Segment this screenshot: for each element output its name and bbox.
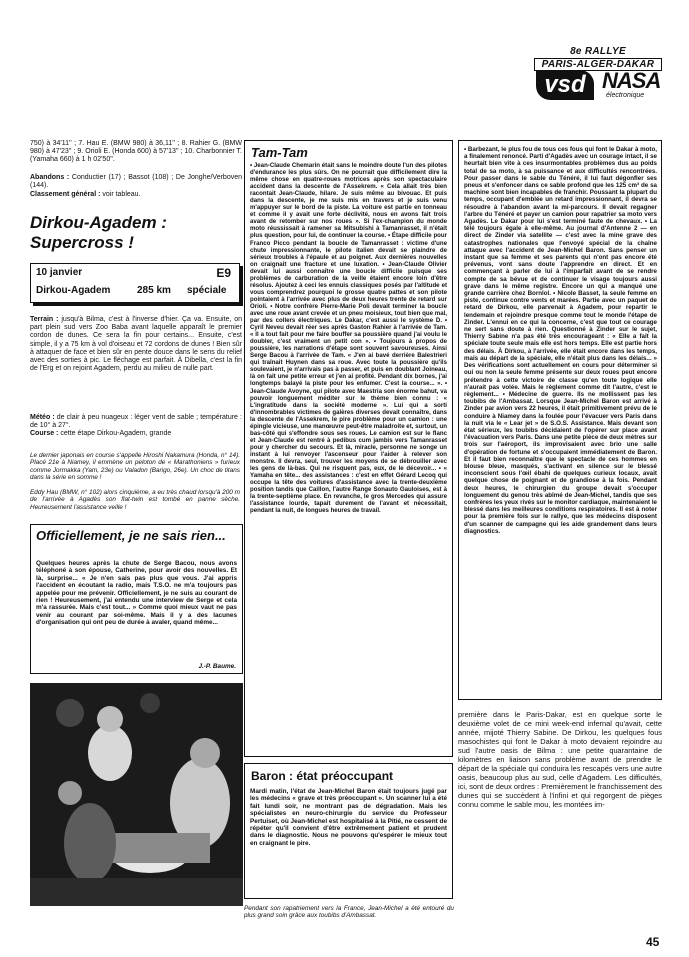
nasa-subtitle: électronique: [606, 92, 645, 99]
stage-route: Dirkou-Agadem: [36, 285, 111, 296]
stage-date: 10 janvier: [36, 267, 83, 278]
baron-text: Mardi matin, l'état de Jean-Michel Baron était toujours jugé par les médecins « grave et très préoccupant ». Un scanner lui a été fait lundi soir, ne montrant pas de dégradation. Mais les spécialistes en neuro-chirurgie du service du Professeur Pertuiset, où Jean-Michel est hospitalisé à la Pitié, ne cessent de répéter qu'il convient d'être extrêmement patient et prudent dans le diagnostic. Nous ne pouvons qu'espérer le mieux tout en craignant le pire.: [250, 788, 447, 847]
baron-box: [244, 763, 453, 899]
nasa-logo: NASA: [602, 68, 661, 93]
rally-edition: 8e RALLYE: [570, 46, 626, 57]
page-number: 45: [646, 935, 660, 949]
terrain-paragraph: Terrain : jusqu'à Bilma, c'est à l'inverse d'hier. Ça va. Ensuite, on part plein sud vers Zoo Baba avant laquelle apparaît le premier cordon de dunes. Ce sera la fin pour certains... Ensuite, c'est simple, il y a 75 km à vol d'oiseau et 72 cordons de dunes ! Bien sûr à attaquer de face et bien sûr en pente douce dans le sens du relief avec des sorties à pic. Le fléchage est parfait. À Dibella, c'est la fin de l'Erg et on rejoint Agadem, perdu au milieu de nulle part.: [30, 316, 243, 373]
officiel-text: Quelques heures après la chute de Serge Bacou, nous avons téléphoné à son épouse, Catherine, pour avoir des nouvelles. Et là, surprise... « Je n'en sais pas plus que vous. J'ai appris l'accident en écoutant la radio, mais T.S.O. ne m'a toujours pas appelée pour me prévenir. Officiellement, je ne suis au courant de rien ! Heureusement, j'ai entendu une interview de Serge et cela m'a rassurée. Mais c'est tout... » Comme quoi mieux vaut ne pas venir au courant par soi-même. Mais il y a des lacunes d'organisation qui ont peu de durée à avaler, quand même...: [36, 560, 237, 627]
tamtam-box: [244, 140, 453, 757]
course-paragraph: Course : cette étape Dirkou-Agadem, grande: [30, 430, 172, 437]
baron-title: Baron : état préoccupant: [251, 769, 394, 783]
column3-box: [458, 140, 662, 700]
officiel-title: Officiellement, je ne sais rien...: [36, 528, 226, 543]
stage-distance: 285 km: [137, 285, 171, 296]
stage-headline: Dirkou-Agadem : Supercross !: [30, 213, 167, 252]
officiel-signature: J.-P. Baume.: [198, 663, 236, 670]
meteo-paragraph: Météo : de clair à peu nuageux : léger vent de sable ; température : de 10° à 27°.: [30, 414, 242, 430]
caption-nakamura: Le dernier japonais en course s'appelle Hiroshi Nakamura (Honda, n° 14). Placé 21e à Niamey, il emmène un peloton de « Marathoniens » furieux comme Jormakka (Yam, 23e) ou Valadon (Barigo, 26e). Un choc de titans dans la série en somme !: [30, 452, 240, 482]
magazine-logo: [534, 46, 662, 104]
classement-line: Classement général : voir tableau.: [30, 191, 141, 198]
stage-continuation-text: première dans le Paris-Dakar, est en quelque sorte le deuxième volet de ce mini week-end infernal qu'avait, cette année, mijoté Thierry Sabine. De Dirkou, les quelques fous masochistes qui font le Dakar à moto devaient rejoindre au sud l'autre oasis de Bilma : une petite quarantaine de kilomètres en liaison sans problème avant de prendre le départ de la spéciale qui conduira les rescapés vers une autre oasis, beaucoup plus au sud, celle d'Agadem. Les difficultés, ici, sont de deux ordres : Premièrement le franchissement des dunes qui se succèdent à l'infini et qui regorgent de pièges connu comme le sable mou, les montées im-: [458, 710, 662, 809]
abandons-line: Abandons : Conductier (17) ; Bassot (108) ; De Jonghe/Verboven (144).: [30, 174, 243, 190]
tamtam-title: Tam-Tam: [251, 145, 308, 160]
stage-code: E9: [216, 266, 231, 280]
stage-box: [30, 263, 240, 303]
column3-text: • Barbezant, le plus fou de tous ces fous qui font le Dakar à moto, a finalement renoncé. Parti d'Agadès avec un courage intact, il se heurtait bien vite à ces insurmontables problèmes dus au poids total de sa moto, à sa puissance et aux difficultés rencontrées. Pour passer dans le sable du Ténéré, il lui faut dégonfler ses pneus et s'enfoncer dans ce sable profond que les 125 cm³ de sa machine sont bien incapables de franchir. Poussant la plupart du temps, occupant d'emblée un retard impressionnant, il devra se résoudre à l'abandon avant la mi-parcours. Il devait regagner l'arbre du Ténéré et payer un camion pour rapatrier sa moto vers Agadès. Le Dakar pour lui s'est terminé faute de chevaux. • La télé toujours égale à elle-même. Au journal d'Antenne 2 — en direct de Zinder via satellite — c'est avec la mine grave des catastrophes nationales que l'envoyé spécial de la chaîne attaque avec l'accident de Jean-Michel Baron. Sans penser un instant que sa femme et ses parents qui n'ont pas encore été prévenus, vont sans doute l'apprendre en direct. Et en commençant à parler de lui à l'imparfait avant de se rendre compte de sa bévue et de continuer le visage toujours aussi grave dans le même registre. Encore un qui a manqué une grande carrière chez Bornlol. • Nicole Basset, la seule femme en piste, continue contre vents et marées. Partie avec un paquet de retard de Dirkou, elle parvenait à Agadem, pour repartir le lendemain et rejoindre presque comme tout le monde l'étape de Zinder. L'ennui en ce qui la concerne, c'est que tout ce courage ne sert sans doute à rien. Questionné à Zinder sur le sujet, Thierry Sabine n'a pas été très encourageant : « Elle a fait la spéciale toute seule mais elle est hors temps. Elle est partie hors des délais. À Dirkou, à l'arrivée, elle était encore dans les temps, mais au départ de la spéciale, elle n'était plus dans les délais... » Des vérifications sont actuellement en cours pour déterminer si oui ou non la seule femme présente sur deux roues peut encore prétendre à cette victoire de classe qu'en toute logique elle n'aurait pas volée. Mais le règlement comme dit l'autre, c'est le règlement... • Médecine de guerre. Ils ne mollissent pas les toubibs de l'Ambassat. Lorsque Jean-Michel Baron est arrivé à Zinder par avion vers 22 heures, il était primitivement prévu de le conduire à Niamey dans la foulée pour l'évacuer vers Paris dans la nuit via le « Lear jet » de S.O.S. Assistance. Mais devant son état sérieux, les toubibs décidaient de l'opérer sur place avant l'évacuation vers Paris. Dans une petite pièce de deux mètres sur trois sur l'aéroport, ils improvisaient avec brio une salle d'opération de fortune et s'occupaient immédiatement de Baron. Et il faut bien reconnaître que le spectacle de ces hommes en blouse bleue, masqués, s'activant en silence sur le blessé inconscient sous l'œil ébahi de quelques curieux locaux, avait quelque chose de poignant et de grandiose à la fois. Pendant deux heures, le chirurgien du groupe devait s'occuper longuement du genou très abîmé de Jean-Michel, tandis que ses confrères les yeux rivés sur le monitor cardiaque, maintenaient le blessé dans les meilleures conditions respiratoires. Il est à noter pour la première fois sur le rallye, que les médecins disposent d'un scanner de campagne qui les aide grandement dans leurs diagnostics.: [464, 146, 657, 535]
photo-jean-michel-baron: [30, 683, 243, 906]
results-text: 750) à 34'11'' ; 7. Hau E. (BMW 980) à 36,11'' ; 8. Rahier G. (BMW 980) à 47'23'' ; 9. Orioli E. (Honda 600) à 57'13'' ; 10. Charbonnier T. (Yamaha 660) à 1 h 02'50''.: [30, 140, 242, 164]
rally-route: PARIS-ALGER-DAKAR: [534, 58, 662, 71]
stage-type: spéciale: [187, 285, 227, 296]
caption-hau: Eddy Hau (BMW, n° 102) alors cinquième, a eu très chaud lorsqu'à 200 m de l'arrivée à Agadès son flat-twin est tombé en panne sèche. Heureusement l'assistance veille !: [30, 489, 240, 511]
vsd-logo: vsd: [536, 70, 594, 100]
photo-caption: Pendant son rapatriement vers la France, Jean-Michel a été entouré du plus grand soin grâce aux toubibs d'Ambassat.: [244, 905, 454, 920]
photo-illustration: [30, 683, 243, 906]
officiel-box: [30, 524, 243, 674]
tamtam-text: • Jean-Claude Chemarin était sans le moindre doute l'un des pilotes d'endurance les plus sûrs. On ne pourrait que difficilement dire la même chose en quatre-roues motrices après son spectaculaire accident dans la descente de l'Assekrem. « Cela allait très bien racontait Jean-Claude, hilare. Je suis même au bivouac. Et puis dans la descente, je me suis mis en travers et je suis venu m'appuyer sur le bord de la piste. La voiture est partie en tonneau et comme il y avait une forte déclivité, nous en avons fait trois avant de retomber sur nos roues ». Si l'ex-champion du monde moto réussissait à ramener sa Mitsubishi à Tamanrasset, il n'était plus question, pour lui, de continuer la course. • Étape difficile pour Franco Picco pendant la boucle de Tamanrasset : victime d'une chute impressionnante, le pilote italien devait se plaindre de sérieux troubles à l'épaule et au poignet. Aux dernières nouvelles on craignait une fracture et une luxation. • Jean-Claude Olivier devait lui aussi connaître une boucle difficile puisque ses problèmes de carburation de la veille étaient encore loin d'être résolus. Ajoutez à ceci les ennuis classiques posés par l'altitude et vous comprendrez pourquoi le grosse quatre pattes et son pilote pointaient à l'arrivée avec plus de deux heures trente de retard sur Orioli. • Notre confrère Pierre-Marie Poli devait terminer la boucle avec une roue avant crevée et un pneu moisieux, tout bien que mal, par des collers électriques. Le Dakar, c'est aussi le système D. • Cyril Neveu devait réer ses après Gaston Rahier à l'arrivée de Tam. « Il a tout fait pour me faire bouffer sa poussière quand j'ai voulu le doubler, c'est vraiment un petit con ». • Toujours à propos de poussière, les narrations d'étape sont souvent savoureuses. Ainsi Serge Bacou à l'arrivée de Tam. « J'en ai bavé derrière Balestrieri qui traînait Huynen dans sa roue. Avec toute la poussière qu'ils soulevaient, je n'arrivais pas à passer, et puis en doublant Joineau, là on fait une petite erreur et j'en ai profité. Pendant dix bornes, j'ai longtemps balayé la piste pour les enfumer. C'est la course... ». • Jean-Claude Avoyne, qui pilote avec Maestria son énorme bahut, va pouvoir longuement méditer sur le thème bien connu : « L'ingratitude dans la société moderne ». Lui qui a sorti d'innombrables victimes de galères diverses devait connaître, dans la descente de l'Assekrem, le pire problème pour un camion : une épingle vicieuse, une manœuvre peut-être maladroite et, surtout, un bas-côté qui s'effondre sous ses roues. Le camion est sur le flanc et Jean-Claude est rentré à pedibus cum jambis vers Tamanrasset pour y chercher du secours. Et là, miracle, personne ne songe un instant à lui renvoyer l'ascenseur pour l'aider à relever son monstre. Il devra, seul, trouver les moyens de se débrouiller avec les gens de là-bas. Qui ne risquent pas, eux, de le décevoir... • « Yamaha en tête... des assistances : c'est en effet Gérard Lecoq qui occupe la tête des voitures d'assistance avec la trente-deuxième position tandis que Caillon, l'autre Range Sonauto Gauloises, est à la trente-septième place. En revanche, le gros Mercedes qui assure l'assistance lourde, tapait durement de l'avant et nécessitait, pendant la nuit, de longues heures de travail.: [250, 162, 447, 515]
